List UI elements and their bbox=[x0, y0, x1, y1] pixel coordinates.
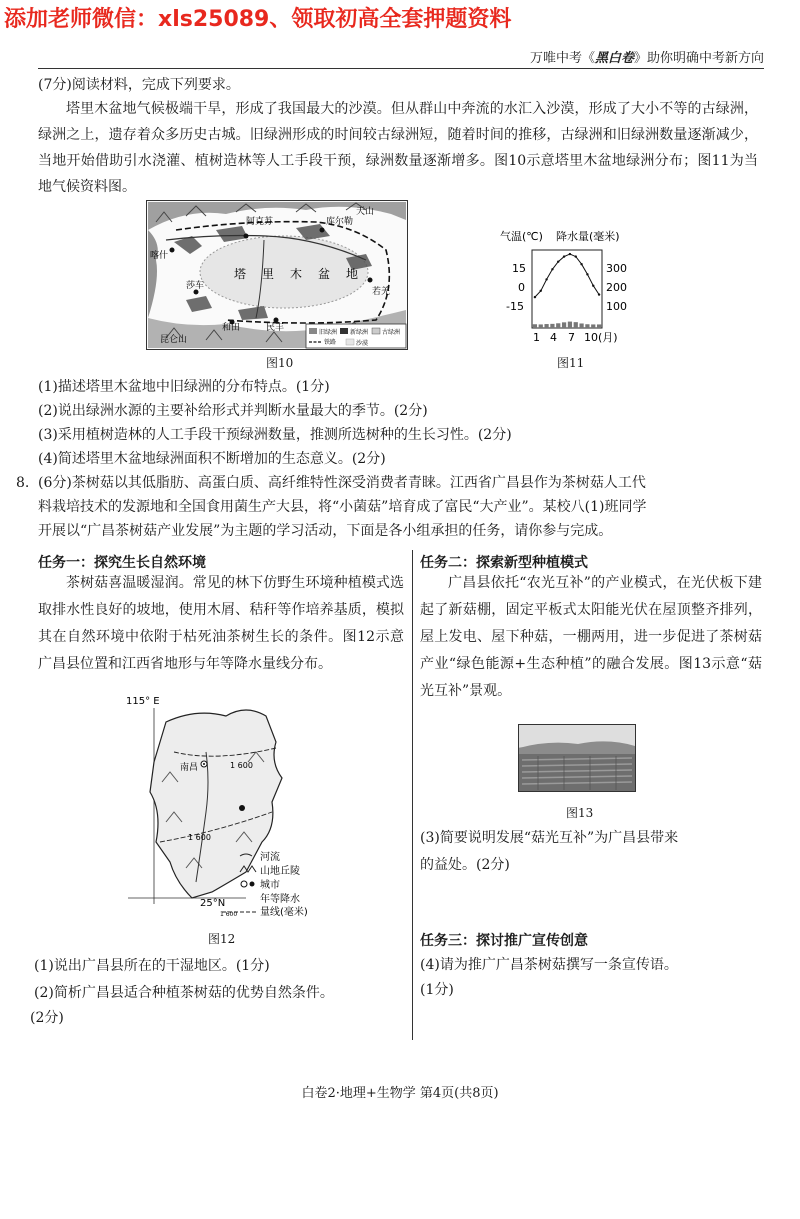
legend-railway: 铁路 bbox=[324, 339, 337, 346]
label-basin-4: 盆 bbox=[318, 267, 331, 281]
fig12-lon: 115° E bbox=[126, 696, 160, 707]
precip-bar bbox=[591, 324, 595, 328]
temperature-point bbox=[540, 290, 542, 292]
temperature-point bbox=[534, 296, 536, 298]
temperature-point bbox=[557, 260, 559, 262]
page-footer: 白卷2·地理+生物学 第4页(共8页) bbox=[301, 1086, 499, 1101]
task1-title: 任务一：探究生长自然环境 bbox=[38, 555, 206, 571]
label-ruoqiang: 若羌 bbox=[372, 287, 391, 297]
q8-intro-line-3: 开展以“广昌茶树菇产业发展”为主题的学习活动，下面是各小组承担的任务，请你参与完成。 bbox=[38, 523, 613, 539]
fig11-xt-1: 4 bbox=[550, 331, 557, 344]
task3-question-4-line-1: (4)请为推广广昌茶树菇撰写一条宣传语。 bbox=[420, 957, 678, 973]
fig11-temperature-line bbox=[535, 254, 599, 297]
header-rule bbox=[38, 68, 764, 69]
task2-question-3-line-1: (3)简要说明发展“菇光互补”为广昌县带来 bbox=[420, 830, 679, 846]
precip-bar bbox=[568, 322, 572, 328]
precip-bar bbox=[550, 324, 554, 328]
temperature-point bbox=[580, 263, 582, 265]
legend-ancient: 古绿洲 bbox=[382, 329, 401, 336]
label-aksu: 阿克苏 bbox=[246, 217, 274, 227]
fig12-legend-city: 城市 bbox=[260, 880, 280, 891]
label-basin-3: 木 bbox=[290, 267, 303, 281]
precip-bar bbox=[556, 323, 560, 328]
fig12-legend-hill: 山地丘陵 bbox=[260, 866, 300, 877]
fig11-xt-3: 10 bbox=[584, 331, 598, 344]
temperature-point bbox=[563, 255, 565, 257]
figure-11-climate-chart bbox=[500, 228, 650, 348]
temperature-point bbox=[569, 253, 571, 255]
label-kashgar: 喀什 bbox=[150, 251, 169, 261]
figure-10-map bbox=[146, 200, 408, 350]
precip-bar bbox=[597, 324, 601, 328]
fig12-iso-2: 1 600 bbox=[188, 833, 211, 842]
fig12-iso-1: 1 600 bbox=[230, 761, 253, 770]
label-kunlun: 昆仑山 bbox=[160, 335, 188, 345]
column-divider bbox=[412, 550, 413, 1040]
fig11-temperature-points bbox=[534, 253, 601, 298]
figure-12-caption: 图12 bbox=[208, 932, 236, 946]
q7-question-4: (4)简述塔里木盆地绿洲面积不断增加的生态意义。(2分) bbox=[38, 451, 386, 467]
fig11-xunit: (月) bbox=[598, 331, 618, 344]
q8-intro-line-2: 料栽培技术的发源地和全国食用菌生产大县，将“小菌菇”培育成了富民“大产业”。某校八(1)班同学 bbox=[38, 499, 647, 515]
fig12-legend-iso-val: 1 600 bbox=[220, 911, 238, 918]
task1-question-2: (2)简析广昌县适合种植茶树菇的优势自然条件。 bbox=[34, 985, 334, 1001]
fig12-legend-iso-a: 年等降水 bbox=[260, 894, 300, 905]
figure-12-map bbox=[126, 692, 326, 918]
desert-area bbox=[200, 236, 368, 308]
fig12-lat: 25°N bbox=[200, 898, 226, 909]
fig11-rt-1: 200 bbox=[606, 281, 627, 294]
legend-new: 新绿洲 bbox=[350, 329, 369, 336]
precip-bar bbox=[585, 324, 589, 328]
label-tianshan: 天山 bbox=[356, 207, 375, 217]
q7-question-1: (1)描述塔里木盆地中旧绿洲的分布特点。(1分) bbox=[38, 379, 330, 395]
figure-10-caption: 图10 bbox=[266, 356, 294, 370]
precip-bar bbox=[579, 323, 583, 328]
fig11-rt-0: 300 bbox=[606, 262, 627, 275]
temperature-point bbox=[592, 285, 594, 287]
task1-question-2-score: (2分) bbox=[30, 1010, 64, 1026]
fig12-legend-river: 河流 bbox=[260, 852, 280, 863]
slogan-brand: 黑白卷 bbox=[594, 51, 634, 66]
precip-bar bbox=[544, 324, 548, 328]
task2-text: 广昌县依托“农光互补”的产业模式，在光伏板下建起了新菇棚，固定平板式太阳能光伏在屋顶整齐排列，屋上发电、屋下种菇，一棚两用，进一步促进了茶树菇产业“绿色能源+生态种植”的融合发展。图13示意“菇光互补”景观。 bbox=[420, 575, 762, 699]
precip-bar bbox=[539, 324, 543, 328]
temperature-point bbox=[586, 273, 588, 275]
precip-bar bbox=[533, 324, 537, 328]
temperature-point bbox=[575, 255, 577, 257]
task1-question-1: (1)说出广昌县所在的干湿地区。(1分) bbox=[34, 958, 270, 974]
label-hotan: 和田 bbox=[222, 323, 241, 333]
task3-question-4-line-2: (1分) bbox=[420, 982, 454, 998]
fig11-lt-0: 15 bbox=[512, 262, 526, 275]
fig11-lt-2: -15 bbox=[506, 300, 524, 313]
fig11-left-label: 气温(℃) bbox=[500, 230, 543, 243]
task2-title: 任务二：探索新型种植模式 bbox=[420, 555, 588, 571]
promo-banner: 添加老师微信：xls25089、领取初高全套押题资料 bbox=[0, 0, 800, 40]
figure-13-photo bbox=[518, 724, 636, 792]
label-basin-2: 里 bbox=[262, 267, 275, 281]
legend-old: 旧绿洲 bbox=[319, 329, 338, 336]
task3-title: 任务三：探讨推广宣传创意 bbox=[420, 933, 588, 949]
q7-intro: (7分)阅读材料，完成下列要求。 bbox=[38, 77, 240, 93]
figure-11-caption: 图11 bbox=[557, 356, 585, 370]
label-korla: 库尔勒 bbox=[326, 217, 354, 227]
label-minfeng: 民丰 bbox=[266, 323, 285, 333]
temperature-point bbox=[551, 268, 553, 270]
temperature-point bbox=[545, 278, 547, 280]
header-slogan bbox=[530, 47, 764, 66]
figure-13-caption: 图13 bbox=[566, 806, 594, 820]
q7-question-3: (3)采用植树造林的人工手段干预绿洲数量，推测所选树种的生长习性。(2分) bbox=[38, 427, 512, 443]
precip-bar bbox=[562, 322, 566, 328]
q7-paragraph: 塔里木盆地气候极端干旱，形成了我国最大的沙漠。但从群山中奔流的水汇入沙漠，形成了大小不等的古绿洲，绿洲之上，遗存着众多历史古城。旧绿洲形成的时间较古绿洲短，随着时间的推移，古绿洲和旧绿洲数量逐渐减少，当地开始借助引水浇灌、植树造林等人工手段干预，绿洲数量逐渐增多。图10示意塔里木盆地绿洲分布；图11为当地气候资料图。 bbox=[38, 101, 758, 195]
slogan-post: 》助你明确中考新方向 bbox=[633, 51, 764, 66]
fig12-city: 南昌 bbox=[180, 763, 199, 773]
task2-question-3-line-2: 的益处。(2分) bbox=[420, 857, 510, 873]
fig11-precip-bars bbox=[533, 322, 601, 328]
fig11-frame bbox=[532, 250, 602, 328]
label-yarkant: 莎车 bbox=[186, 281, 205, 291]
task1-text: 茶树菇喜温暖湿润。常见的林下仿野生环境种植模式选取排水性良好的坡地，使用木屑、秸秆等作培养基质，模拟其在自然环境中依附于枯死油茶树生长的条件。图12示意广昌县位置和江西省地形与年等降水量线分布。 bbox=[38, 575, 404, 672]
fig11-rt-2: 100 bbox=[606, 300, 627, 313]
fig11-xt-0: 1 bbox=[533, 331, 540, 344]
precip-bar bbox=[574, 322, 578, 328]
q7-question-2: (2)说出绿洲水源的主要补给形式并判断水量最大的季节。(2分) bbox=[38, 403, 428, 419]
temperature-point bbox=[598, 293, 600, 295]
fig11-lt-1: 0 bbox=[518, 281, 525, 294]
fig11-right-label: 降水量(毫米) bbox=[556, 230, 620, 243]
fig11-xt-2: 7 bbox=[568, 331, 575, 344]
label-basin-5: 地 bbox=[346, 267, 359, 281]
fig12-legend-iso-b: 量线(毫米) bbox=[260, 907, 308, 918]
q8-intro-line-1: (6分)茶树菇以其低脂肪、高蛋白质、高纤维特性深受消费者青睐。江西省广昌县作为茶树菇人工代 bbox=[38, 475, 646, 491]
label-basin-1: 塔 bbox=[234, 267, 247, 281]
slogan-pre: 万唯中考《 bbox=[529, 51, 595, 66]
legend-desert: 沙漠 bbox=[356, 340, 369, 347]
q8-number: 8. bbox=[16, 475, 30, 491]
